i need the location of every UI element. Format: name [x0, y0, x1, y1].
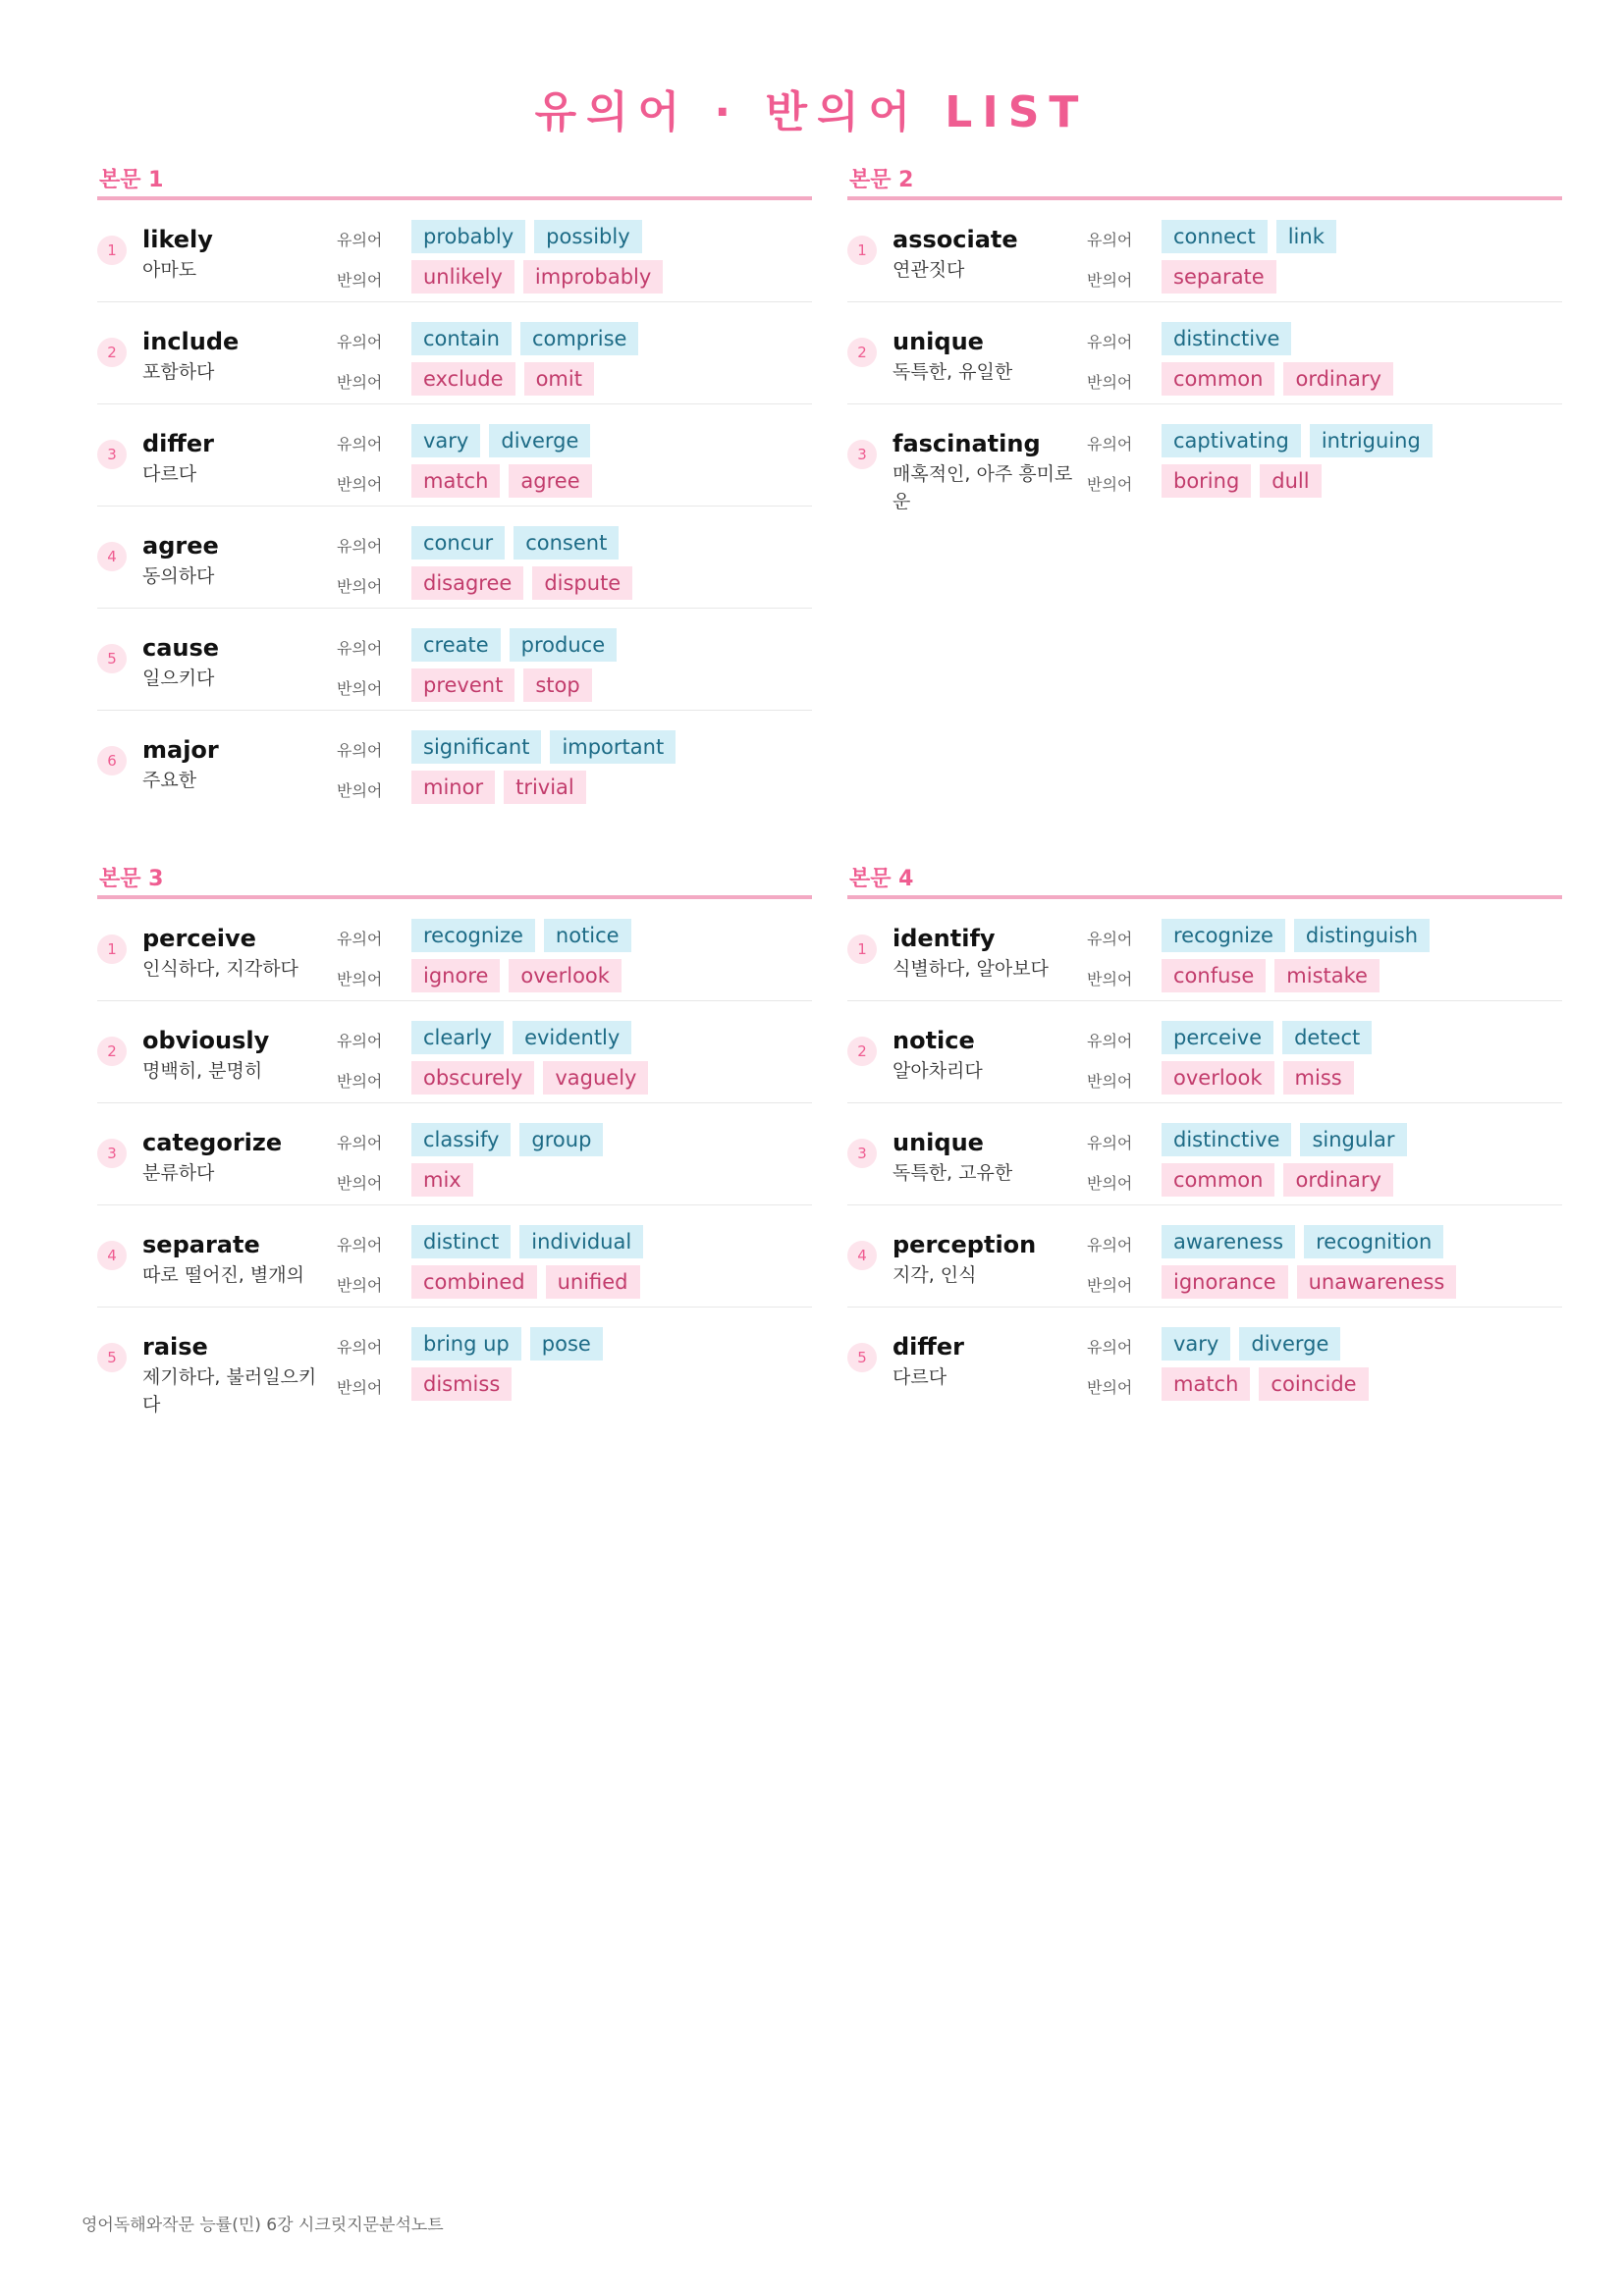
headword: differ — [142, 430, 214, 457]
antonym-label: 반의어 — [1087, 373, 1133, 392]
synonym-label: 유의어 — [337, 231, 383, 249]
synonym-chip: contain — [411, 322, 512, 355]
synonym-chip: individual — [519, 1225, 643, 1258]
section-title: 본문 2 — [847, 165, 1562, 200]
headword: raise — [142, 1333, 208, 1361]
vocab-entry — [847, 1308, 1562, 1409]
synonym-chip: pose — [530, 1327, 603, 1361]
section-1 — [97, 165, 812, 812]
synonym-label: 유의어 — [337, 741, 383, 760]
korean-meaning: 명백히, 분명히 — [142, 1060, 263, 1082]
antonym-chip: combined — [411, 1265, 537, 1299]
synonym-chip: concur — [411, 526, 505, 560]
synonym-list — [411, 1123, 603, 1156]
antonym-list — [411, 1367, 512, 1401]
synonym-label: 유의어 — [1087, 930, 1133, 948]
synonym-chip: captivating — [1162, 424, 1301, 457]
synonym-chip: distinguish — [1294, 919, 1430, 952]
vocab-entry — [97, 1308, 812, 1415]
synonym-chip: distinctive — [1162, 1123, 1291, 1156]
entry-number-badge: 3 — [847, 440, 877, 469]
antonym-label: 반의어 — [1087, 1378, 1133, 1397]
synonym-chip: significant — [411, 730, 541, 764]
antonym-list — [1162, 1367, 1369, 1401]
antonym-list — [411, 362, 594, 396]
synonym-list — [411, 322, 638, 355]
korean-meaning: 동의하다 — [142, 565, 215, 587]
antonym-chip: mix — [411, 1163, 473, 1197]
headword: separate — [142, 1231, 260, 1258]
headword: fascinating — [893, 430, 1041, 457]
korean-meaning: 다르다 — [893, 1366, 947, 1388]
synonym-list — [1162, 424, 1433, 457]
antonym-chip: dispute — [532, 566, 632, 600]
section-2 — [847, 165, 1562, 512]
entry-number-badge: 2 — [97, 1037, 127, 1066]
headword: major — [142, 736, 219, 764]
antonym-chip: unlikely — [411, 260, 514, 294]
synonym-chip: evidently — [513, 1021, 631, 1054]
headword: perception — [893, 1231, 1037, 1258]
korean-meaning: 일으키다 — [142, 667, 215, 689]
antonym-chip: ignore — [411, 959, 500, 992]
entry-number-badge: 2 — [847, 338, 877, 367]
synonym-chip: diverge — [489, 424, 590, 457]
antonym-label: 반의어 — [337, 1072, 383, 1091]
headword: likely — [142, 226, 213, 253]
antonym-chip: agree — [509, 464, 591, 498]
section-title: 본문 3 — [97, 864, 812, 899]
vocab-entry — [847, 1103, 1562, 1205]
vocab-entry — [97, 302, 812, 404]
korean-meaning: 식별하다, 알아보다 — [893, 958, 1049, 980]
vocab-entry — [97, 1001, 812, 1103]
synonym-label: 유의어 — [337, 1134, 383, 1152]
synonym-list — [411, 628, 617, 662]
headword: unique — [893, 1129, 984, 1156]
synonym-label: 유의어 — [1087, 1134, 1133, 1152]
entry-number-badge: 1 — [847, 236, 877, 265]
section-4 — [847, 864, 1562, 1409]
antonym-chip: confuse — [1162, 959, 1266, 992]
entry-number-badge: 1 — [97, 236, 127, 265]
synonym-label: 유의어 — [337, 1032, 383, 1050]
synonym-list — [411, 730, 676, 764]
antonym-label: 반의어 — [337, 1378, 383, 1397]
antonym-chip: exclude — [411, 362, 515, 396]
entry-number-badge: 4 — [97, 1241, 127, 1270]
headword: categorize — [142, 1129, 283, 1156]
antonym-label: 반의어 — [337, 475, 383, 494]
entry-number-badge: 2 — [847, 1037, 877, 1066]
antonym-chip: overlook — [1162, 1061, 1274, 1095]
synonym-chip: diverge — [1239, 1327, 1340, 1361]
korean-meaning: 따로 떨어진, 별개의 — [142, 1264, 304, 1286]
korean-meaning: 주요한 — [142, 770, 197, 791]
korean-meaning: 포함하다 — [142, 361, 215, 383]
synonym-chip: perceive — [1162, 1021, 1273, 1054]
antonym-chip: trivial — [504, 771, 586, 804]
headword: associate — [893, 226, 1018, 253]
vocab-entry — [847, 899, 1562, 1001]
vocab-entry — [97, 1103, 812, 1205]
antonym-chip: minor — [411, 771, 495, 804]
synonym-chip: vary — [1162, 1327, 1230, 1361]
headword: agree — [142, 532, 219, 560]
synonym-list — [411, 919, 631, 952]
antonym-chip: overlook — [509, 959, 622, 992]
synonym-chip: important — [550, 730, 676, 764]
synonym-chip: recognize — [1162, 919, 1285, 952]
antonym-chip: dull — [1260, 464, 1321, 498]
synonym-label: 유의어 — [337, 435, 383, 454]
antonym-list — [411, 260, 663, 294]
synonym-chip: produce — [510, 628, 617, 662]
headword: notice — [893, 1027, 975, 1054]
synonym-list — [411, 1327, 603, 1361]
synonym-list — [411, 424, 590, 457]
vocab-entry — [97, 899, 812, 1001]
antonym-list — [1162, 1163, 1393, 1197]
antonym-chip: improbably — [523, 260, 663, 294]
synonym-chip: notice — [544, 919, 631, 952]
antonym-chip: prevent — [411, 668, 514, 702]
synonym-label: 유의어 — [1087, 1236, 1133, 1255]
headword: differ — [893, 1333, 964, 1361]
synonym-label: 유의어 — [337, 930, 383, 948]
synonym-chip: detect — [1282, 1021, 1372, 1054]
vocab-entry — [847, 302, 1562, 404]
synonym-chip: awareness — [1162, 1225, 1295, 1258]
vocab-entry — [97, 1205, 812, 1308]
headword: include — [142, 328, 240, 355]
headword: identify — [893, 925, 996, 952]
entry-number-badge: 4 — [97, 542, 127, 571]
antonym-chip: vaguely — [543, 1061, 648, 1095]
korean-meaning: 제기하다, 불러일으키다 — [142, 1366, 317, 1415]
antonym-list — [411, 464, 592, 498]
korean-meaning: 매혹적인, 아주 흥미로운 — [893, 463, 1073, 512]
synonym-list — [1162, 220, 1336, 253]
antonym-chip: boring — [1162, 464, 1251, 498]
korean-meaning: 독특한, 고유한 — [893, 1162, 1013, 1184]
synonym-chip: clearly — [411, 1021, 504, 1054]
synonym-chip: distinctive — [1162, 322, 1291, 355]
entry-number-badge: 5 — [847, 1343, 877, 1372]
synonym-list — [411, 1225, 643, 1258]
vocab-entry — [97, 404, 812, 507]
synonym-chip: possibly — [534, 220, 642, 253]
korean-meaning: 알아차리다 — [893, 1060, 983, 1082]
synonym-list — [411, 220, 642, 253]
synonym-chip: recognize — [411, 919, 535, 952]
synonym-label: 유의어 — [1087, 1032, 1133, 1050]
korean-meaning: 지각, 인식 — [893, 1264, 977, 1286]
antonym-label: 반의어 — [337, 1276, 383, 1295]
antonym-label: 반의어 — [1087, 475, 1133, 494]
headword: obviously — [142, 1027, 270, 1054]
antonym-label: 반의어 — [337, 970, 383, 988]
synonym-chip: probably — [411, 220, 525, 253]
entry-number-badge: 1 — [97, 934, 127, 964]
antonym-list — [1162, 959, 1380, 992]
antonym-list — [411, 668, 592, 702]
korean-meaning: 인식하다, 지각하다 — [142, 958, 298, 980]
antonym-list — [1162, 362, 1393, 396]
antonym-chip: stop — [523, 668, 591, 702]
antonym-chip: coincide — [1259, 1367, 1368, 1401]
antonym-label: 반의어 — [1087, 1072, 1133, 1091]
antonym-chip: dismiss — [411, 1367, 512, 1401]
antonym-label: 반의어 — [337, 781, 383, 800]
section-3 — [97, 864, 812, 1415]
synonym-chip: connect — [1162, 220, 1268, 253]
headword: cause — [142, 634, 220, 662]
synonym-chip: classify — [411, 1123, 511, 1156]
synonym-chip: link — [1276, 220, 1336, 253]
antonym-list — [1162, 464, 1322, 498]
antonym-label: 반의어 — [1087, 271, 1133, 290]
antonym-list — [1162, 1265, 1456, 1299]
synonym-label: 유의어 — [337, 1338, 383, 1357]
synonym-chip: vary — [411, 424, 480, 457]
korean-meaning: 다르다 — [142, 463, 197, 485]
synonym-chip: group — [519, 1123, 603, 1156]
antonym-list — [411, 959, 622, 992]
antonym-chip: unified — [546, 1265, 640, 1299]
korean-meaning: 분류하다 — [142, 1162, 215, 1184]
synonym-list — [1162, 919, 1430, 952]
entry-number-badge: 5 — [97, 644, 127, 673]
synonym-label: 유의어 — [1087, 231, 1133, 249]
antonym-chip: ordinary — [1283, 1163, 1393, 1197]
antonym-label: 반의어 — [337, 1174, 383, 1193]
antonym-chip: common — [1162, 362, 1274, 396]
antonym-list — [411, 771, 586, 804]
antonym-label: 반의어 — [1087, 1174, 1133, 1193]
antonym-list — [411, 1265, 640, 1299]
entry-number-badge: 2 — [97, 338, 127, 367]
synonym-chip: comprise — [520, 322, 639, 355]
vocab-entry — [847, 404, 1562, 512]
vocab-entry — [847, 1001, 1562, 1103]
antonym-chip: common — [1162, 1163, 1274, 1197]
synonym-list — [411, 1021, 631, 1054]
synonym-label: 유의어 — [1087, 333, 1133, 351]
vocab-entry — [97, 507, 812, 609]
antonym-chip: omit — [524, 362, 594, 396]
page-title: 유의어 · 반의어 LIST — [534, 87, 1089, 137]
synonym-list — [1162, 1123, 1407, 1156]
synonym-list — [411, 526, 619, 560]
korean-meaning: 아마도 — [142, 259, 197, 281]
antonym-label: 반의어 — [1087, 1276, 1133, 1295]
vocab-entry — [847, 200, 1562, 302]
antonym-list — [1162, 1061, 1354, 1095]
entry-number-badge: 3 — [847, 1139, 877, 1168]
section-title: 본문 4 — [847, 864, 1562, 899]
synonym-label: 유의어 — [337, 333, 383, 351]
synonym-chip: create — [411, 628, 501, 662]
antonym-chip: match — [411, 464, 500, 498]
antonym-chip: mistake — [1274, 959, 1380, 992]
antonym-label: 반의어 — [1087, 970, 1133, 988]
antonym-label: 반의어 — [337, 679, 383, 698]
antonym-chip: disagree — [411, 566, 523, 600]
vocab-entry — [847, 1205, 1562, 1308]
antonym-chip: ordinary — [1283, 362, 1393, 396]
synonym-list — [1162, 1225, 1443, 1258]
antonym-list — [411, 1061, 648, 1095]
vocab-entry — [97, 609, 812, 711]
antonym-chip: match — [1162, 1367, 1250, 1401]
antonym-label: 반의어 — [337, 577, 383, 596]
synonym-label: 유의어 — [1087, 435, 1133, 454]
antonym-list — [411, 566, 632, 600]
synonym-list — [1162, 1021, 1372, 1054]
entry-number-badge: 3 — [97, 440, 127, 469]
synonym-label: 유의어 — [337, 1236, 383, 1255]
synonym-chip: recognition — [1304, 1225, 1443, 1258]
antonym-list — [411, 1163, 473, 1197]
synonym-list — [1162, 1327, 1340, 1361]
antonym-chip: separate — [1162, 260, 1276, 294]
synonym-label: 유의어 — [1087, 1338, 1133, 1357]
synonym-chip: intriguing — [1310, 424, 1433, 457]
synonym-label: 유의어 — [337, 639, 383, 658]
synonym-chip: bring up — [411, 1327, 521, 1361]
antonym-label: 반의어 — [337, 271, 383, 290]
antonym-chip: obscurely — [411, 1061, 534, 1095]
vocab-entry — [97, 711, 812, 812]
vocab-entry — [97, 200, 812, 302]
synonym-list — [1162, 322, 1291, 355]
entry-number-badge: 4 — [847, 1241, 877, 1270]
entry-number-badge: 6 — [97, 746, 127, 775]
korean-meaning: 독특한, 유일한 — [893, 361, 1013, 383]
antonym-label: 반의어 — [337, 373, 383, 392]
footer-text: 영어독해와작문 능률(민) 6강 시크릿지문분석노트 — [81, 2216, 444, 2235]
korean-meaning: 연관짓다 — [893, 259, 965, 281]
entry-number-badge: 5 — [97, 1343, 127, 1372]
entry-number-badge: 1 — [847, 934, 877, 964]
headword: unique — [893, 328, 984, 355]
headword: perceive — [142, 925, 256, 952]
entry-number-badge: 3 — [97, 1139, 127, 1168]
synonym-chip: distinct — [411, 1225, 511, 1258]
antonym-chip: ignorance — [1162, 1265, 1288, 1299]
section-title: 본문 1 — [97, 165, 812, 200]
synonym-chip: consent — [514, 526, 619, 560]
antonym-list — [1162, 260, 1276, 294]
antonym-chip: miss — [1283, 1061, 1354, 1095]
synonym-chip: singular — [1300, 1123, 1406, 1156]
synonym-label: 유의어 — [337, 537, 383, 556]
antonym-chip: unawareness — [1297, 1265, 1457, 1299]
